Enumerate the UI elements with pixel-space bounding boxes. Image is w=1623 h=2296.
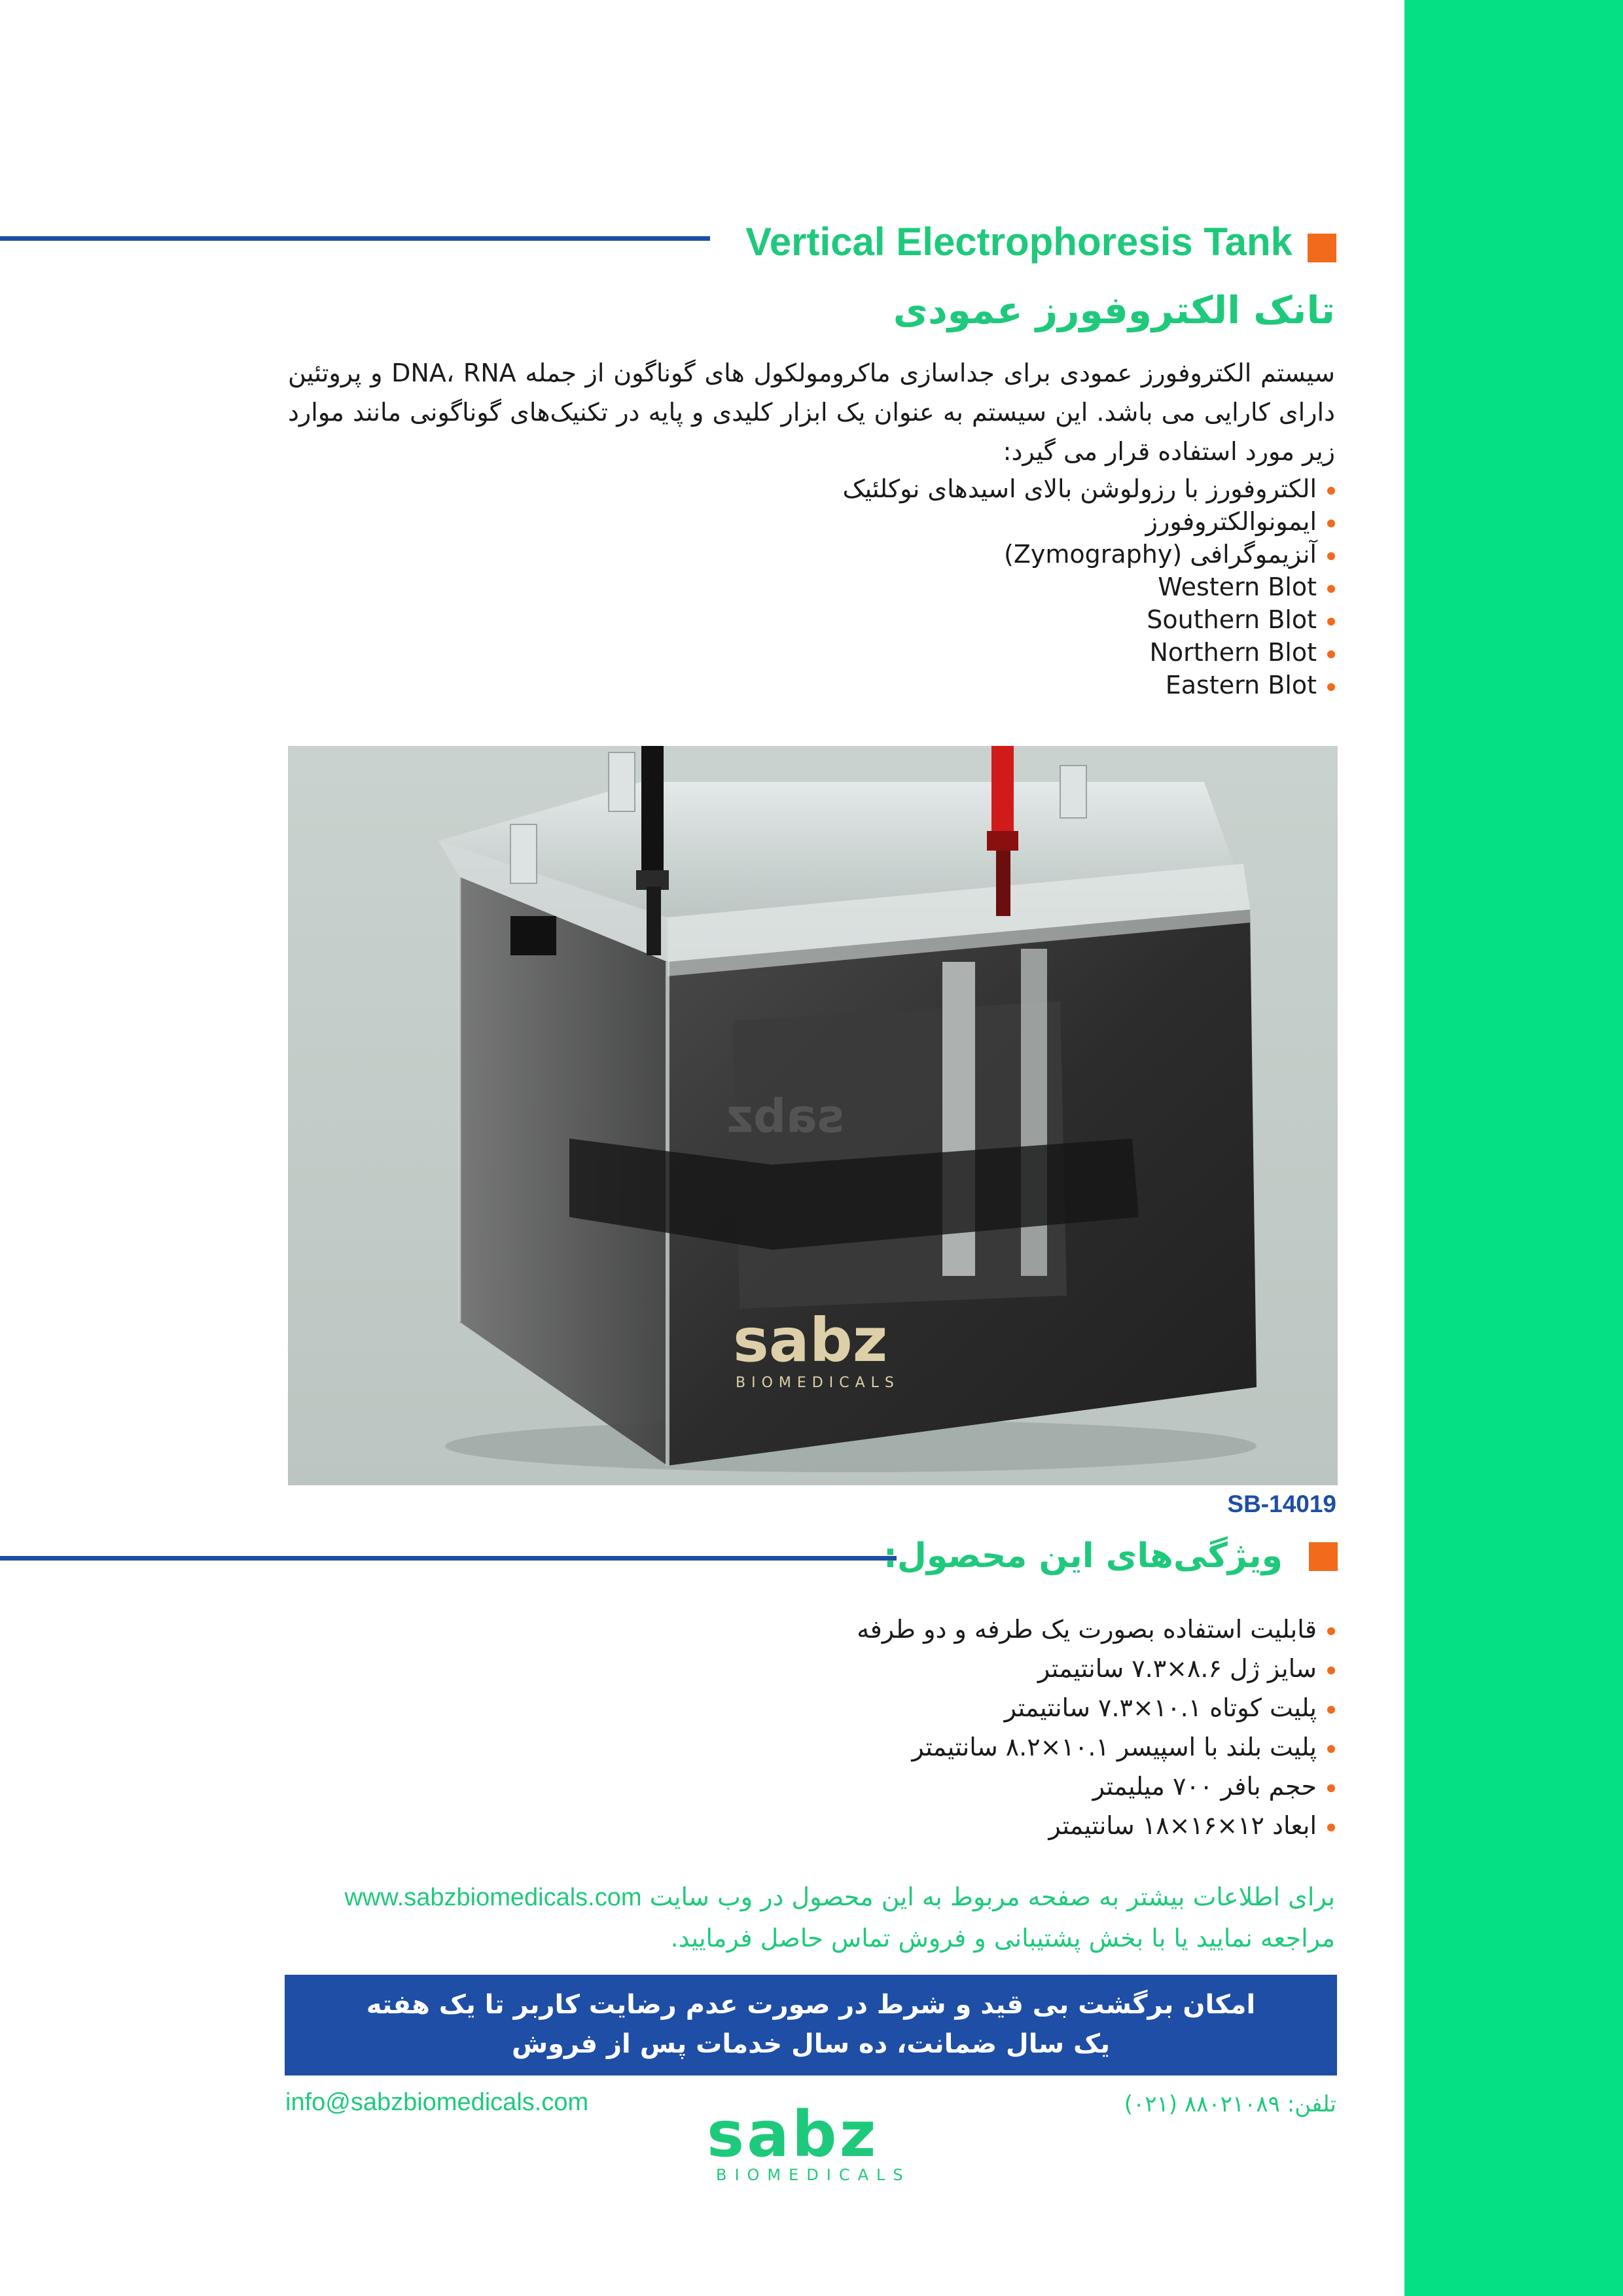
guarantee-line-2: یک سال ضمانت، ده سال خدمات پس از فروش [511,2029,1111,2059]
guarantee-banner [285,1975,1337,2075]
bullet-icon [1327,650,1335,658]
bullet-icon [1327,683,1335,691]
email-link[interactable]: info@sabzbiomedicals.com [285,2089,589,2116]
list-item: پلیت بلند با اسپیسر ۱۰.۱×۸.۲ سانتیمتر [857,1727,1335,1767]
list-item: الکتروفورز با رزولوشن بالای اسیدهای نوکلئیک [842,472,1335,505]
features-marker [1309,1542,1338,1571]
phone-number: تلفن: ۸۸۰۲۱۰۸۹ (۰۲۱) [1124,2091,1336,2117]
bullet-icon [1327,520,1335,527]
applications-list [842,472,1335,701]
features-list [857,1610,1335,1845]
side-color-bar [1404,0,1623,2296]
list-item: Eastern Blot [842,669,1335,701]
list-item: Western Blot [842,571,1335,603]
bullet-icon [1327,585,1335,593]
list-item: حجم بافر ۷۰۰ میلیمتر [857,1767,1335,1806]
product-sku: SB-14019 [1227,1491,1336,1517]
list-item: Northern Blot [842,636,1335,669]
product-description: سیستم الکتروفورز عمودی برای جداسازی ماکرومولکول های گوناگون از جمله DNA، RNA و پروتئین دارای کارایی می باشد. این سیستم به عنوان یک ابزار کلیدی و پایه در تکنیک‌های گوناگونی مانند موارد زیر مورد استفاده قرار می گیرد: [288,359,1335,466]
list-item: سایز ژل ۸.۶×۷.۳ سانتیمتر [857,1649,1335,1688]
list-item: پلیت کوتاه ۱۰.۱×۷.۳ سانتیمتر [857,1688,1335,1727]
list-item: آنزیموگرافی (Zymography) [842,538,1335,571]
product-image [288,746,1338,1485]
features-divider-line [0,1556,897,1561]
more-info-line-1: برای اطلاعات بیشتر به صفحه مربوط به این محصول در وب سایت [649,1882,1335,1911]
list-item: ایمونوالکتروفورز [842,505,1335,538]
title-divider-line [0,236,710,241]
bullet-icon [1327,1745,1335,1753]
features-title: ویژگی‌های این محصول: [883,1536,1283,1576]
tank-mirror-logo: sabz [726,1089,844,1143]
bullet-icon [1327,1627,1335,1635]
brand-logo-sub: BIOMEDICALS [716,2166,911,2184]
bullet-icon [1327,552,1335,560]
title-marker [1308,234,1336,262]
more-info-line-2: مراجعه نمایید یا با بخش پشتیبانی و فروش تماس حاصل فرمایید. [670,1924,1335,1952]
more-info-text [288,1877,1335,1958]
tank-brand-logo: sabz [733,1305,888,1375]
list-item: قابلیت استفاده بصورت یک طرفه و دو طرفه [857,1610,1335,1649]
list-item: ابعاد ۱۲×۱۶×۱۸ سانتیمتر [857,1806,1335,1845]
tank-brand-sub: BIOMEDICALS [736,1375,900,1391]
bullet-icon [1327,487,1335,495]
guarantee-line-1: امکان برگشت بی قید و شرط در صورت عدم رضایت کاربر تا یک هفته [366,1990,1256,2020]
website-link[interactable]: www.sabzbiomedicals.com [344,1884,642,1911]
bullet-icon [1327,1824,1335,1831]
bullet-icon [1327,618,1335,626]
bullet-icon [1327,1706,1335,1714]
list-item: Southern Blot [842,603,1335,636]
electrophoresis-tank-illustration [288,746,1338,1485]
bullet-icon [1327,1667,1335,1674]
product-title-fa: تانک الکتروفورز عمودی [893,288,1335,332]
product-title-en: Vertical Electrophoresis Tank [745,220,1293,264]
brand-logo: sabz [707,2098,879,2171]
bullet-icon [1327,1784,1335,1792]
